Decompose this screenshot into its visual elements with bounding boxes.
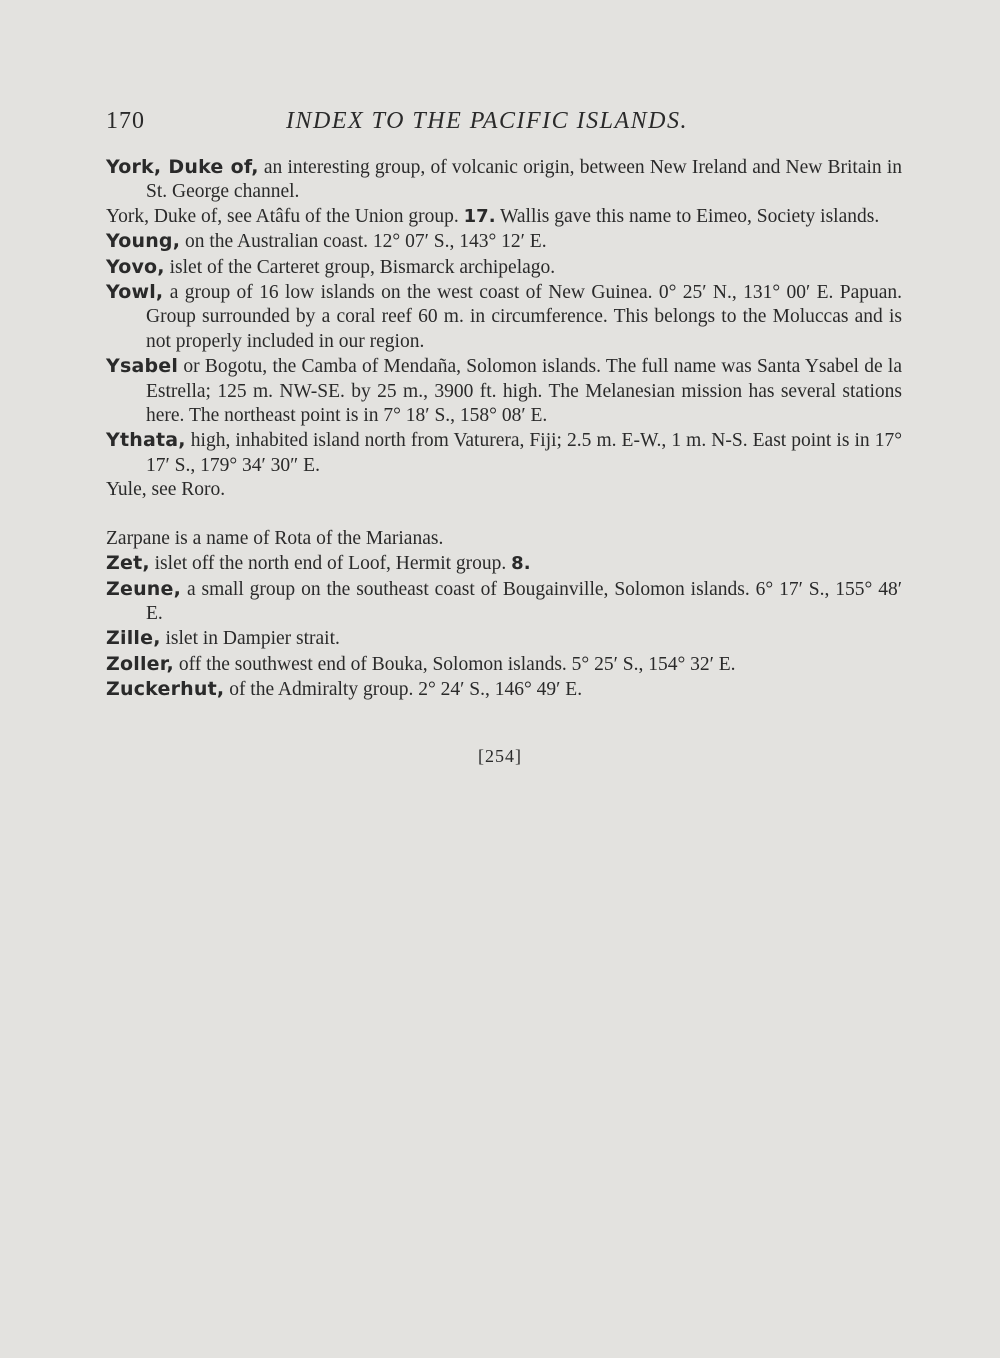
entry-reference-number: 8.: [511, 553, 531, 575]
entry-headword: Zille,: [106, 627, 161, 650]
index-entry-zarpane: [106, 527, 902, 551]
index-entry-zoller: [106, 652, 902, 677]
entry-text: islet in Dampier strait.: [160, 628, 340, 650]
index-entry-york-duke-of-see: [106, 205, 902, 229]
index-entry-yule: [106, 478, 902, 502]
signature-mark: [254]: [478, 746, 522, 766]
index-entry-yovo: [106, 255, 902, 280]
index-entry-zuckerhut: [106, 677, 902, 702]
entry-text: off the southwest end of Bouka, Solomon islands. 5° 25′ S., 154° 32′ E.: [173, 653, 736, 675]
running-title: INDEX TO THE PACIFIC ISLANDS.: [286, 108, 688, 134]
section-gap: [106, 503, 902, 527]
entry-headword: Zoller,: [106, 652, 174, 675]
entry-headword: Young,: [106, 230, 181, 253]
index-entry-ythata: [106, 428, 902, 478]
entry-headword: Zet,: [106, 552, 150, 575]
entry-text: on the Australian coast. 12° 07′ S., 143° 12′ E.: [180, 231, 547, 253]
entry-headword: Ysabel: [106, 355, 179, 378]
index-entry-ysabel: [106, 354, 902, 428]
entry-text: of the Admiralty group. 2° 24′ S., 146° 49′ E.: [224, 679, 583, 701]
entry-headword: Yovo,: [106, 255, 165, 278]
entry-headword: Zeune,: [106, 577, 182, 600]
entry-text: a group of 16 low islands on the west coast of New Guinea. 0° 25′ N., 131° 00′ E. Papuan. Group surrounded by a coral reef 60 m. in circumference. This belongs to the Moluccas and is not properly included in our region.: [146, 282, 902, 352]
index-entry-yowl: [106, 280, 902, 354]
entry-text: Zarpane is a name of Rota of the Marianas.: [106, 527, 444, 549]
entry-reference-number: 17.: [463, 205, 496, 227]
entry-headword: Yowl,: [106, 281, 164, 304]
index-entry-zille: [106, 626, 902, 651]
running-header: [106, 108, 906, 142]
entry-headword: York, Duke of,: [106, 156, 259, 178]
entry-text: high, inhabited island north from Vaturera, Fiji; 2.5 m. E-W., 1 m. N-S. East point is in 17° 17′ S., 179° 34′ 30″ E.: [146, 430, 902, 476]
entry-text: islet of the Carteret group, Bismarck archipelago.: [164, 256, 556, 278]
entry-text: a small group on the southeast coast of Bougainville, Solomon islands. 6° 17′ S., 155° 48′ E.: [146, 578, 902, 624]
index-entries: [106, 155, 902, 703]
index-entry-zet: [106, 551, 902, 576]
entry-text: islet off the north end of Loof, Hermit group.: [149, 553, 512, 575]
index-entry-zeune: [106, 577, 902, 627]
entry-text-tail: Wallis gave this name to Eimeo, Society islands.: [495, 205, 880, 227]
entry-headword: Ythata,: [106, 429, 186, 452]
entry-text: York, Duke of, see Atâfu of the Union group.: [106, 205, 464, 227]
entry-text: Yule, see Roro.: [106, 479, 226, 501]
page-number: 170: [106, 108, 145, 134]
index-entry-young: [106, 229, 902, 254]
entry-headword: Zuckerhut,: [106, 678, 225, 701]
entry-text: or Bogotu, the Camba of Mendaña, Solomon islands. The full name was Santa Ysabel de la Estrella; 125 m. NW-SE. by 25 m., 3900 ft. high. The Melanesian mission has several stations here. The northeast point is in 7° 18′ S., 158° 08′ E.: [146, 356, 902, 427]
index-entry-york-duke-of: [106, 155, 902, 205]
entry-text: an interesting group, of volcanic origin, between New Ireland and New Britain in St. George channel.: [146, 157, 902, 203]
